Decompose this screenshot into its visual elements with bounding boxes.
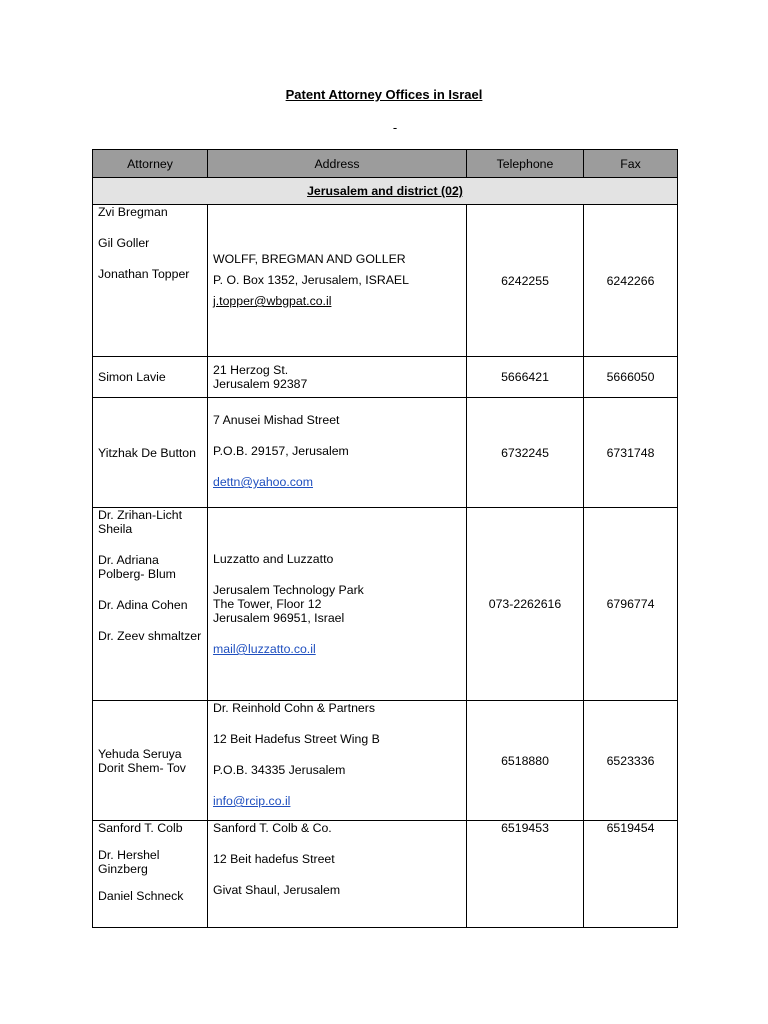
attorney-cell [93,205,208,357]
address-line: P.O.B. 29157, Jerusalem [213,444,349,458]
address-line: Sanford T. Colb & Co. [213,821,332,835]
fax-cell: 6731748 [584,398,678,508]
attorney-name: Yehuda Seruya [98,746,182,761]
title-dash: - [392,120,398,135]
attorney-cell [93,357,208,398]
header-address: Address [208,150,467,178]
attorney-name: Zvi Bregman [98,205,168,219]
address-line: 21 Herzog St. [213,363,289,377]
address-line: Jerusalem 96951, Israel [213,611,345,625]
fax-cell: 6523336 [584,701,678,821]
email-link[interactable]: j.topper@wbgpat.co.il [213,294,332,308]
telephone-cell: 5666421 [467,357,584,398]
address-cell [208,398,467,508]
attorney-name: Dr. Zrihan-Licht Sheila [98,508,183,536]
header-fax: Fax [584,150,678,178]
address-line: Givat Shaul, Jerusalem [213,883,341,897]
fax-cell: 6519454 [584,821,678,928]
district-row [93,178,678,205]
attorney-cell [93,701,208,821]
attorney-name: Jonathan Topper [98,267,190,281]
address-line: Jerusalem Technology Park [213,583,364,597]
attorney-name: Dr. Adriana Polberg- Blum [98,553,176,581]
address-line: The Tower, Floor 12 [213,597,322,611]
email-link[interactable]: mail@luzzatto.co.il [213,642,316,656]
attorney-name: Dr. Adina Cohen [98,598,188,612]
attorney-cell [93,508,208,701]
fax-cell: 5666050 [584,357,678,398]
address-line: Dr. Reinhold Cohn & Partners [213,701,375,715]
address-cell [208,821,467,928]
table-row [93,821,678,928]
address-line: 7 Anusei Mishad Street [213,413,340,427]
attorney-name: Daniel Schneck [98,889,184,903]
attorney-directory-table [92,149,678,928]
address-line: Jerusalem 92387 [213,377,308,391]
telephone-cell: 073-2262616 [467,508,584,701]
fax-cell: 6796774 [584,508,678,701]
attorney-cell [93,398,208,508]
table-row [93,398,678,508]
attorney-name: Gil Goller [98,236,150,250]
table-row [93,205,678,357]
attorney-name: Dr. Hershel Ginzberg [98,848,160,876]
table-row [93,701,678,821]
address-cell [208,508,467,701]
email-link[interactable]: info@rcip.co.il [213,794,291,808]
document-title: Patent Attorney Offices in Israel [285,87,483,102]
header-attorney: Attorney [93,150,208,178]
address-line: WOLFF, BREGMAN AND GOLLER [213,252,406,266]
table-row [93,508,678,701]
telephone-cell: 6242255 [467,205,584,357]
address-line: P. O. Box 1352, Jerusalem, ISRAEL [213,273,409,287]
table-header-row [93,150,678,178]
address-line: 12 Beit hadefus Street [213,852,335,866]
email-link[interactable]: dettn@yahoo.com [213,475,313,489]
attorney-cell [93,821,208,928]
attorney-name: Dr. Zeev shmaltzer [98,629,202,643]
attorney-name: Simon Lavie [98,370,166,384]
table-row [93,357,678,398]
address-cell [208,701,467,821]
attorney-name: Dorit Shem- Tov [98,760,186,775]
telephone-cell: 6518880 [467,701,584,821]
telephone-cell: 6732245 [467,398,584,508]
address-cell [208,205,467,357]
address-cell [208,357,467,398]
telephone-cell: 6519453 [467,821,584,928]
header-telephone: Telephone [467,150,584,178]
fax-cell: 6242266 [584,205,678,357]
address-line: 12 Beit Hadefus Street Wing B [213,732,380,746]
attorney-name: Yitzhak De Button [98,445,196,460]
district-heading: Jerusalem and district (02) [93,178,678,205]
address-line: Luzzatto and Luzzatto [213,552,334,566]
address-line: P.O.B. 34335 Jerusalem [213,763,346,777]
attorney-name: Sanford T. Colb [98,821,183,835]
